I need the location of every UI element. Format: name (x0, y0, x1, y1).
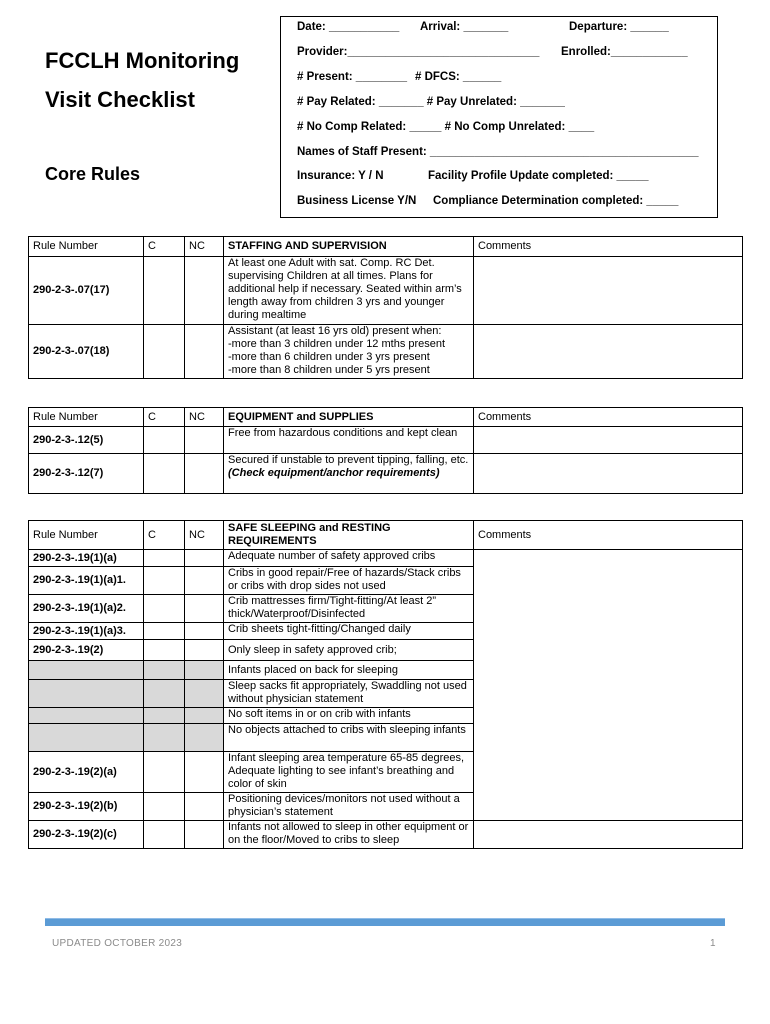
noncompliant-cell[interactable] (185, 325, 224, 379)
page-number: 1 (710, 938, 716, 949)
table-row (29, 257, 743, 325)
arrival-field[interactable]: Arrival: _______ (420, 21, 509, 33)
date-field[interactable]: Date: ___________ (297, 21, 400, 33)
requirement-text: No soft items in or on crib with infants (224, 708, 474, 724)
dfcs-count-field[interactable]: # DFCS: ______ (415, 71, 502, 83)
section-heading-core-rules: Core Rules (45, 164, 141, 184)
noncompliant-cell[interactable] (185, 752, 224, 793)
c-header: C (144, 521, 185, 550)
rule-number: 290-2-3-.19(1)(a)1. (29, 567, 144, 595)
comments-cell[interactable] (474, 427, 743, 454)
facility-profile-field[interactable]: Facility Profile Update completed: _____ (428, 170, 649, 182)
rule-number: 290-2-3-.12(5) (29, 427, 144, 454)
compliant-cell[interactable] (144, 325, 185, 379)
table-row (29, 821, 743, 849)
c-header: C (144, 408, 185, 427)
comments-header: Comments (474, 237, 743, 257)
rule-number: 290-2-3-.19(1)(a)2. (29, 595, 144, 623)
rule-number: 290-2-3-.19(2)(a) (29, 752, 144, 793)
compliant-cell[interactable] (144, 257, 185, 325)
compliant-cell[interactable] (144, 427, 185, 454)
compliant-cell[interactable] (144, 752, 185, 793)
comments-cell[interactable] (474, 550, 743, 821)
requirement-text: No objects attached to cribs with sleeping infants (224, 724, 474, 752)
present-count-field[interactable]: # Present: ________ (297, 71, 407, 83)
comp-count-fields[interactable]: # No Comp Related: _____ # No Comp Unrelated: ____ (297, 121, 595, 133)
comments-cell[interactable] (474, 325, 743, 379)
noncompliant-cell[interactable] (185, 427, 224, 454)
comments-cell[interactable] (474, 821, 743, 849)
requirement-text: Cribs in good repair/Free of hazards/Stack cribs or cribs with drop sides not used (224, 567, 474, 595)
footer-updated-date: UPDATED OCTOBER 2023 (52, 938, 183, 949)
table-row (29, 454, 743, 494)
section-title-staffing: STAFFING AND SUPERVISION (224, 237, 474, 257)
rule-number: 290-2-3-.19(1)(a) (29, 550, 144, 567)
table-row (29, 427, 743, 454)
compliant-cell[interactable] (144, 708, 185, 724)
requirement-text: Free from hazardous conditions and kept clean (224, 427, 474, 454)
requirement-text: Only sleep in safety approved crib; (224, 640, 474, 661)
compliant-cell[interactable] (144, 567, 185, 595)
departure-field[interactable]: Departure: ______ (569, 21, 669, 33)
table-row (29, 325, 743, 379)
compliant-cell[interactable] (144, 640, 185, 661)
noncompliant-cell[interactable] (185, 567, 224, 595)
compliant-cell[interactable] (144, 724, 185, 752)
noncompliant-cell[interactable] (185, 793, 224, 821)
rule-number: 290-2-3-.19(2)(c) (29, 821, 144, 849)
rule-number: 290-2-3-.19(2)(b) (29, 793, 144, 821)
rule-number: 290-2-3-.19(1)(a)3. (29, 623, 144, 640)
noncompliant-cell[interactable] (185, 821, 224, 849)
requirement-text: Secured if unstable to prevent tipping, falling, etc. (228, 454, 469, 466)
equipment-supplies-table (28, 407, 743, 494)
rule-number: 290-2-3-.07(18) (29, 325, 144, 379)
comments-cell[interactable] (474, 257, 743, 325)
rule-number: 290-2-3-.07(17) (29, 257, 144, 325)
compliant-cell[interactable] (144, 595, 185, 623)
rule-number-empty (29, 708, 144, 724)
requirement-note: (Check equipment/anchor requirements) (228, 467, 440, 479)
noncompliant-cell[interactable] (185, 640, 224, 661)
noncompliant-cell[interactable] (185, 623, 224, 640)
nc-header: NC (185, 408, 224, 427)
enrolled-field[interactable]: Enrolled:____________ (561, 46, 688, 58)
requirement-text: Crib mattresses firm/Tight-fitting/At least 2” thick/Waterproof/Disinfected (224, 595, 474, 623)
compliant-cell[interactable] (144, 550, 185, 567)
rule-number: 290-2-3-.19(2) (29, 640, 144, 661)
insurance-field[interactable]: Insurance: Y / N (297, 170, 384, 182)
business-license-field[interactable]: Business License Y/N (297, 195, 417, 207)
compliant-cell[interactable] (144, 454, 185, 494)
c-header: C (144, 237, 185, 257)
staffing-supervision-table (28, 236, 743, 379)
rule-number-empty (29, 680, 144, 708)
compliant-cell[interactable] (144, 821, 185, 849)
requirement-text: Crib sheets tight-fitting/Changed daily (224, 623, 474, 640)
staff-names-field[interactable]: Names of Staff Present: __________________________________________ (297, 146, 699, 158)
comments-header: Comments (474, 521, 743, 550)
footer-divider-bar (45, 918, 725, 926)
requirement-text: Infant sleeping area temperature 65-85 degrees, Adequate lighting to see infant’s breathing and color of skin (224, 752, 474, 793)
comments-header: Comments (474, 408, 743, 427)
noncompliant-cell[interactable] (185, 454, 224, 494)
requirement-text: At least one Adult with sat. Comp. RC Det. supervising Children at all times. Plans for additional help if necessary. Seated within arm’s length away from children 3 yrs and younger during mealtime (224, 257, 474, 325)
nc-header: NC (185, 237, 224, 257)
rule-number-header: Rule Number (29, 521, 144, 550)
safe-sleeping-table (28, 520, 743, 849)
provider-field[interactable]: Provider:______________________________ (297, 46, 540, 58)
rule-number-empty (29, 661, 144, 680)
rule-number-header: Rule Number (29, 237, 144, 257)
noncompliant-cell[interactable] (185, 661, 224, 680)
comments-cell[interactable] (474, 454, 743, 494)
requirement-text: Adequate number of safety approved cribs (224, 550, 474, 567)
requirement-text: Positioning devices/monitors not used without a physician’s statement (224, 793, 474, 821)
requirement-cell (224, 454, 474, 494)
table-row (29, 550, 743, 567)
requirement-text: Infants not allowed to sleep in other equipment or on the floor/Moved to cribs to sleep (224, 821, 474, 849)
compliant-cell[interactable] (144, 793, 185, 821)
rule-number-empty (29, 724, 144, 752)
noncompliant-cell[interactable] (185, 680, 224, 708)
compliant-cell[interactable] (144, 680, 185, 708)
compliant-cell[interactable] (144, 661, 185, 680)
rule-number-header: Rule Number (29, 408, 144, 427)
noncompliant-cell[interactable] (185, 708, 224, 724)
pay-count-fields[interactable]: # Pay Related: _______ # Pay Unrelated: _______ (297, 96, 565, 108)
nc-header: NC (185, 521, 224, 550)
requirement-text: Infants placed on back for sleeping (224, 661, 474, 680)
compliant-cell[interactable] (144, 623, 185, 640)
noncompliant-cell[interactable] (185, 550, 224, 567)
noncompliant-cell[interactable] (185, 724, 224, 752)
section-title-equipment: EQUIPMENT and SUPPLIES (224, 408, 474, 427)
visit-info-box (280, 16, 718, 218)
compliance-determination-field[interactable]: Compliance Determination completed: _____ (433, 195, 679, 207)
section-title-safe-sleeping: SAFE SLEEPING and RESTING REQUIREMENTS (224, 521, 474, 550)
noncompliant-cell[interactable] (185, 257, 224, 325)
rule-number: 290-2-3-.12(7) (29, 454, 144, 494)
noncompliant-cell[interactable] (185, 595, 224, 623)
page-title-line-2: Visit Checklist (45, 87, 195, 112)
requirement-text: Sleep sacks fit appropriately, Swaddling not used without physician statement (224, 680, 474, 708)
page-title: FCCLH Monitoring (45, 48, 240, 73)
requirement-text: Assistant (at least 16 yrs old) present when: -more than 3 children under 12 mths present -more than 6 children under 3 yrs present -more than 8 children under 5 yrs present (224, 325, 474, 379)
